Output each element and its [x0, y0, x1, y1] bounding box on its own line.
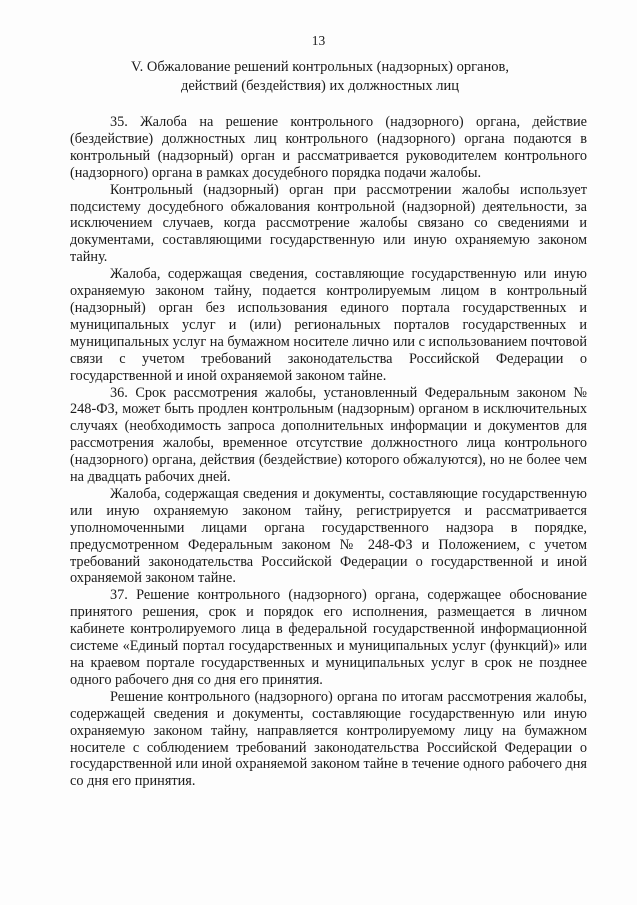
paragraph-36: 36. Срок рассмотрения жалобы, установленный Федеральным законом № 248-ФЗ, может быть продлен контрольным (надзорным) органом в исключительных случаях (необходимость запроса дополнительных информации и документов для рассмотрения жалобы, временное отсутствие должностного лица контрольного (надзорного) органа, действия (бездействие) которого обжалуются), но не более чем на двадцать рабочих дней. — [70, 384, 587, 486]
paragraph-36-secret-complaint: Жалоба, содержащая сведения и документы, составляющие государственную или иную охраняемую законом тайну, регистрируется и рассматривается уполномоченными лицами органа государственного надзора в порядке, предусмотренном Федеральным законом № 248-ФЗ и Положением, с учетом требований законодательства Российской Федерации о государственной и иной охраняемой законом тайне. — [70, 485, 587, 587]
section-title — [70, 58, 570, 95]
paragraph-35-subsystem: Контрольный (надзорный) орган при рассмотрении жалобы использует подсистему досудебного обжалования контрольной (надзорной) деятельности, за исключением случаев, когда рассмотрение жалобы связано со сведениями и документами, составляющими государственную или иную охраняемую законом тайну. — [70, 181, 587, 266]
paragraph-37: 37. Решение контрольного (надзорного) органа, содержащее обоснование принятого решения, срок и порядок его исполнения, размещается в личном кабинете контролируемого лица в федеральной государственной информационной системе «Единый портал государственных и муниципальных услуг (функций)» или на краевом портале государственных и муниципальных услуг в срок не позднее одного рабочего дня со дня его принятия. — [70, 587, 587, 688]
paragraph-37-secret-decision: Решение контрольного (надзорного) органа по итогам рассмотрения жалобы, содержащей сведения и документы, составляющие государственную или иную охраняемую законом тайну, направляется контролируемому лицу на бумажном носителе с соблюдением требований законодательства Российской Федерации о государственной или иной охраняемой законом тайне в течение одного рабочего дня со дня его принятия. — [70, 688, 587, 790]
section-title-line-1: V. Обжалование решений контрольных (надзорных) органов, — [131, 59, 509, 75]
paragraph-35-secret-complaint: Жалоба, содержащая сведения, составляющие государственную или иную охраняемую законом тайну, подается контролируемым лицом в контрольный (надзорный) орган без использования единого портала государственных и муниципальных услуг и (или) региональных порталов государственных и муниципальных услуг на бумажном носителе лично или с использованием почтовой связи с учетом требований законодательства Российской Федерации о государственной и иной охраняемой законом тайне. — [70, 266, 587, 384]
page-number: 13 — [311, 33, 326, 48]
document-body — [70, 114, 587, 790]
paragraph-35: 35. Жалоба на решение контрольного (надзорного) органа, действие (бездействие) должностных лиц контрольного (надзорного) органа подаются в контрольный (надзорный) орган и рассматривается руководителем контрольного (надзорного) органа в рамках досудебного порядка подачи жалобы. — [70, 114, 587, 181]
section-title-line-2: действий (бездействия) их должностных лиц — [180, 77, 460, 94]
